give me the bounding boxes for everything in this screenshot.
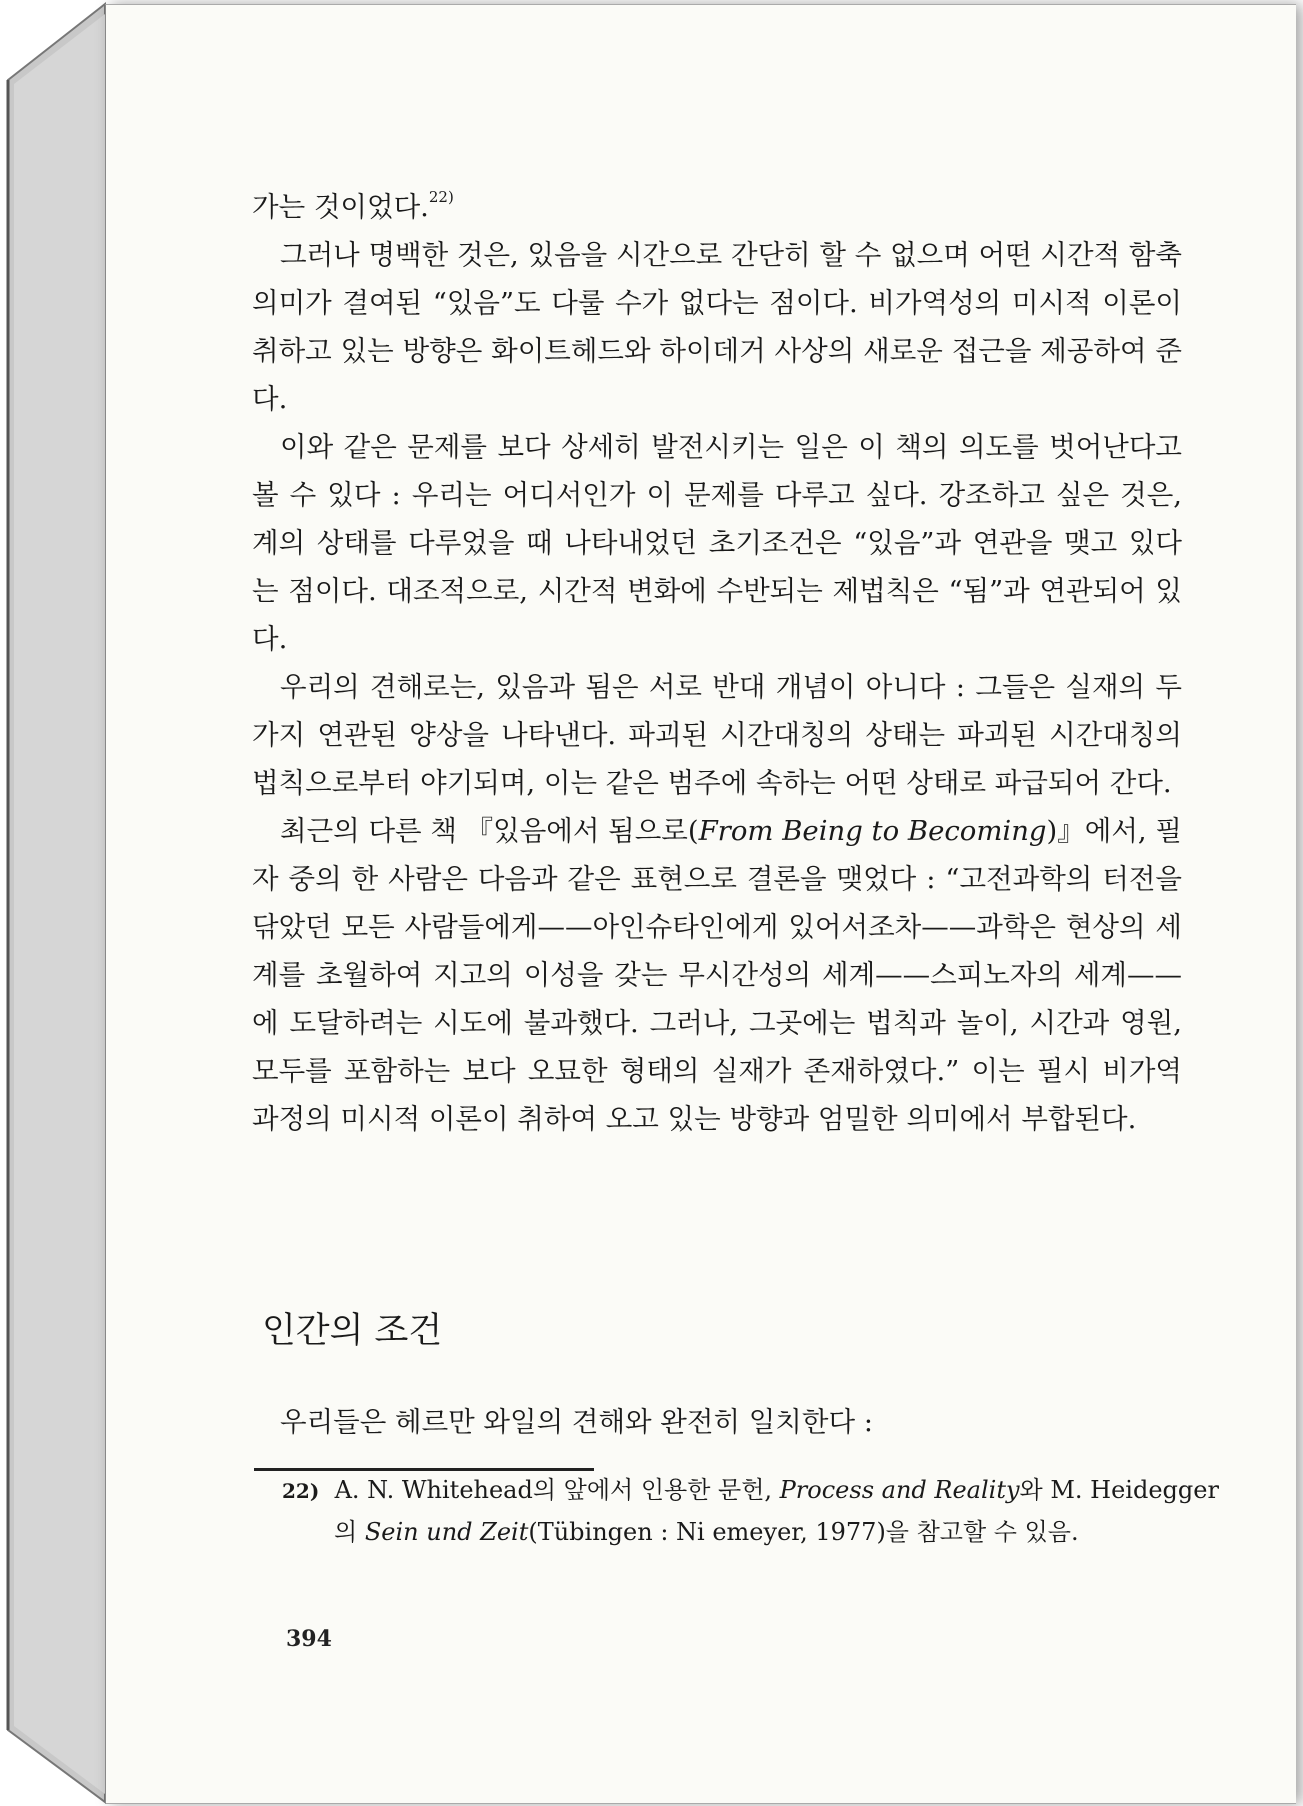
paragraph: 그러나 명백한 것은, 있음을 시간으로 간단히 할 수 없으며 어떤 시간적 함축 의미가 결여된 “있음”도 다룰 수가 없다는 점이다. 비가역성의 미시적 이론이 취하고 있는 방향은 화이트헤드와 하이데거 사상의 새로운 접근을 제공하여 준다. <box>252 239 1182 415</box>
footnote-reference[interactable]: 22) <box>428 188 454 206</box>
footnote-text: A. N. Whitehead의 앞에서 인용한 문헌, <box>334 1476 780 1504</box>
main-text <box>252 183 1182 1143</box>
paragraph <box>252 183 1182 231</box>
paragraph-text: )』에서, 필자 중의 한 사람은 다음과 같은 표현으로 결론을 맺었다 : “고전과학의 터전을 닦았던 모든 사람들에게——아인슈타인에게 있어서조차——과학은 현상의 세계를 초월하여 지고의 이성을 갖는 무시간성의 세계——스피노자의 세계——에 도달하려는 시도에 불과했다. 그러나, 그곳에는 법칙과 놀이, 시간과 영원, 모두를 포함하는 보다 오묘한 형태의 실재가 존재하였다.” 이는 필시 비가역 과정의 미시적 이론이 취하여 오고 있는 방향과 엄밀한 의미에서 부합된다. <box>252 815 1182 1135</box>
section-lead-paragraph: 우리들은 헤르만 와일의 견해와 완전히 일치한다 : <box>280 1406 874 1438</box>
footnote-title: Process and Reality <box>779 1476 1020 1504</box>
footnote-text: 와 M. Heidegger의 <box>334 1476 1219 1546</box>
paragraph-text: 가는 것이었다. <box>252 191 429 223</box>
footnote <box>282 1470 1234 1553</box>
footnote-title: Sein und Zeit <box>364 1518 529 1546</box>
paragraph: 우리의 견해로는, 있음과 됨은 서로 반대 개념이 아니다 : 그들은 실재의 두 가지 연관된 양상을 나타낸다. 파괴된 시간대칭의 상태는 파괴된 시간대칭의 법칙으로부터 야기되며, 이는 같은 범주에 속하는 어떤 상태로 파급되어 간다. <box>252 671 1182 799</box>
paragraph: 이와 같은 문제를 보다 상세히 발전시키는 일은 이 책의 의도를 벗어난다고 볼 수 있다 : 우리는 어디서인가 이 문제를 다루고 싶다. 강조하고 싶은 것은, 계의 상태를 다루었을 때 나타내었던 초기조건은 “있음”과 연관을 맺고 있다는 점이다. 대조적으로, 시간적 변화에 수반되는 제법칙은 “됨”과 연관되어 있다. <box>252 431 1182 655</box>
paragraph-text: 최근의 다른 책 『있음에서 됨으로( <box>280 815 699 847</box>
section-heading: 인간의 조건 <box>262 1311 443 1351</box>
page-number: 394 <box>286 1626 332 1652</box>
paragraph <box>252 807 1182 1143</box>
book-title: From Being to Becoming <box>698 815 1047 847</box>
footnote-text: (Tübingen : Ni emeyer, 1977)을 참고할 수 있음. <box>528 1518 1079 1546</box>
footnote-number: 22) <box>282 1479 320 1503</box>
